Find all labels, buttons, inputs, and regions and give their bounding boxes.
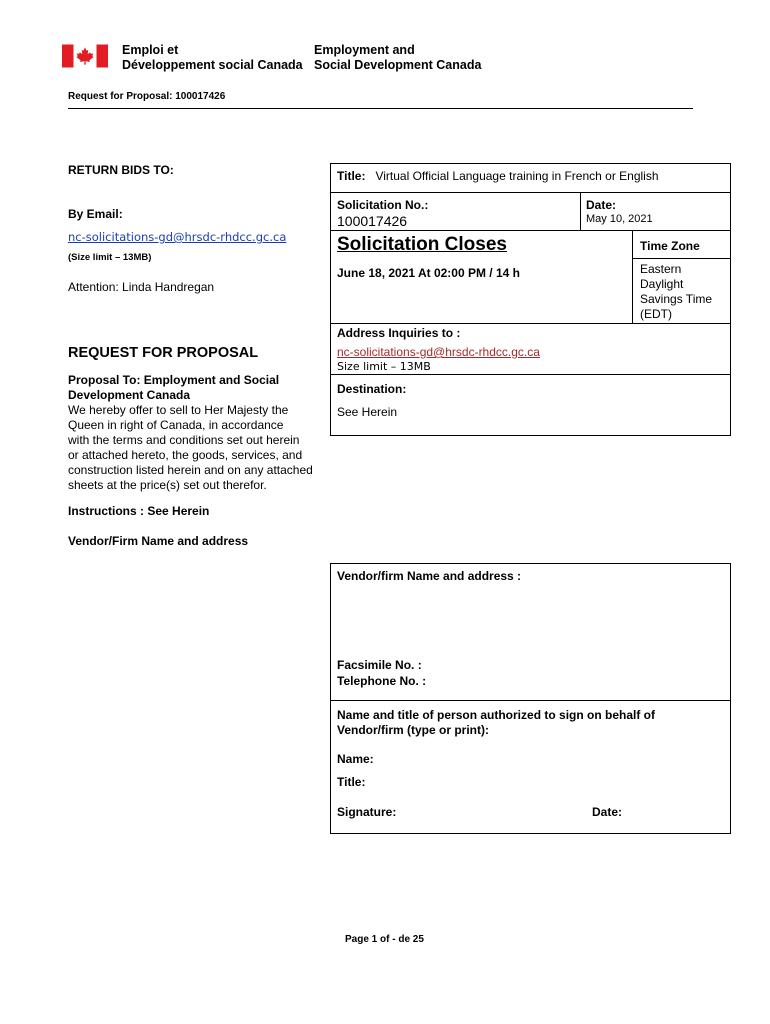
solicitation-box — [330, 163, 731, 436]
return-bids-label: RETURN BIDS TO: — [68, 163, 174, 177]
col-divider — [580, 192, 581, 230]
title-row — [337, 169, 659, 183]
vendor-name-address-label: Vendor/firm Name and address : — [337, 569, 522, 583]
header-divider — [68, 108, 693, 109]
bid-email-link[interactable]: nc-solicitations-gd@hrsdc-rhdcc.gc.ca — [68, 230, 287, 244]
col-divider — [632, 230, 633, 323]
title-field-label: Title: — [337, 775, 366, 789]
time-zone-label: Time Zone — [640, 239, 700, 253]
department-name-french: Emploi et Développement social Canada — [122, 43, 303, 72]
vendor-firm-label: Vendor/Firm Name and address — [68, 534, 249, 548]
instructions-label: Instructions : See Herein — [68, 504, 210, 518]
destination-value: See Herein — [337, 405, 398, 419]
row-divider — [331, 192, 730, 193]
time-zone-value: Eastern Daylight Savings Time (EDT) — [640, 262, 713, 321]
inquiries-label: Address Inquiries to : — [337, 326, 461, 340]
vendor-box — [330, 563, 731, 834]
canada-flag-logo — [62, 44, 108, 68]
attention-contact: Attention: Linda Handregan — [68, 280, 215, 294]
authorized-signer-label: Name and title of person authorized to sign on behalf of Vendor/firm (type or print): — [337, 708, 656, 737]
solicitation-no-label: Solicitation No.: — [337, 198, 429, 212]
solicitation-closes-label: Solicitation Closes — [337, 234, 507, 255]
row-divider — [331, 700, 730, 701]
by-email-label: By Email: — [68, 207, 123, 221]
proposal-to: Proposal To: Employment and Social Development Canada — [68, 373, 280, 402]
rfp-reference: Request for Proposal: 100017426 — [68, 91, 226, 102]
destination-label: Destination: — [337, 382, 407, 396]
offer-text: We hereby offer to sell to Her Majesty the Queen in right of Canada, in accordance with the terms and conditions set out herein or attached hereto, the goods, services, and construction listed herein and on any attached sheets at the price(s) set out therefor. — [68, 403, 313, 492]
signature-date-label: Date: — [592, 805, 623, 819]
telephone-label: Telephone No. : — [337, 674, 427, 688]
closing-date-time: June 18, 2021 At 02:00 PM / 14 h — [337, 266, 520, 280]
inquiries-size-limit: Size limit – 13MB — [337, 360, 431, 373]
solicitation-no-value: 100017426 — [337, 213, 408, 229]
signature-label: Signature: — [337, 805, 397, 819]
title-label: Title: — [337, 169, 366, 183]
date-label: Date: — [586, 198, 617, 212]
size-limit-note: (Size limit – 13MB) — [68, 252, 152, 263]
row-divider — [632, 258, 730, 259]
row-divider — [331, 230, 730, 231]
facsimile-label: Facsimile No. : — [337, 658, 422, 672]
row-divider — [331, 374, 730, 375]
page-number: Page 1 of - de 25 — [345, 934, 424, 945]
department-name-english: Employment and Social Development Canada — [314, 43, 482, 72]
date-value: May 10, 2021 — [586, 213, 653, 225]
rfp-heading: REQUEST FOR PROPOSAL — [68, 345, 259, 361]
inquiries-email-link[interactable]: nc-solicitations-gd@hrsdc-rhdcc.gc.ca — [337, 345, 540, 359]
name-label: Name: — [337, 752, 374, 766]
title-value: Virtual Official Language training in French or English — [375, 169, 659, 183]
row-divider — [331, 323, 730, 324]
